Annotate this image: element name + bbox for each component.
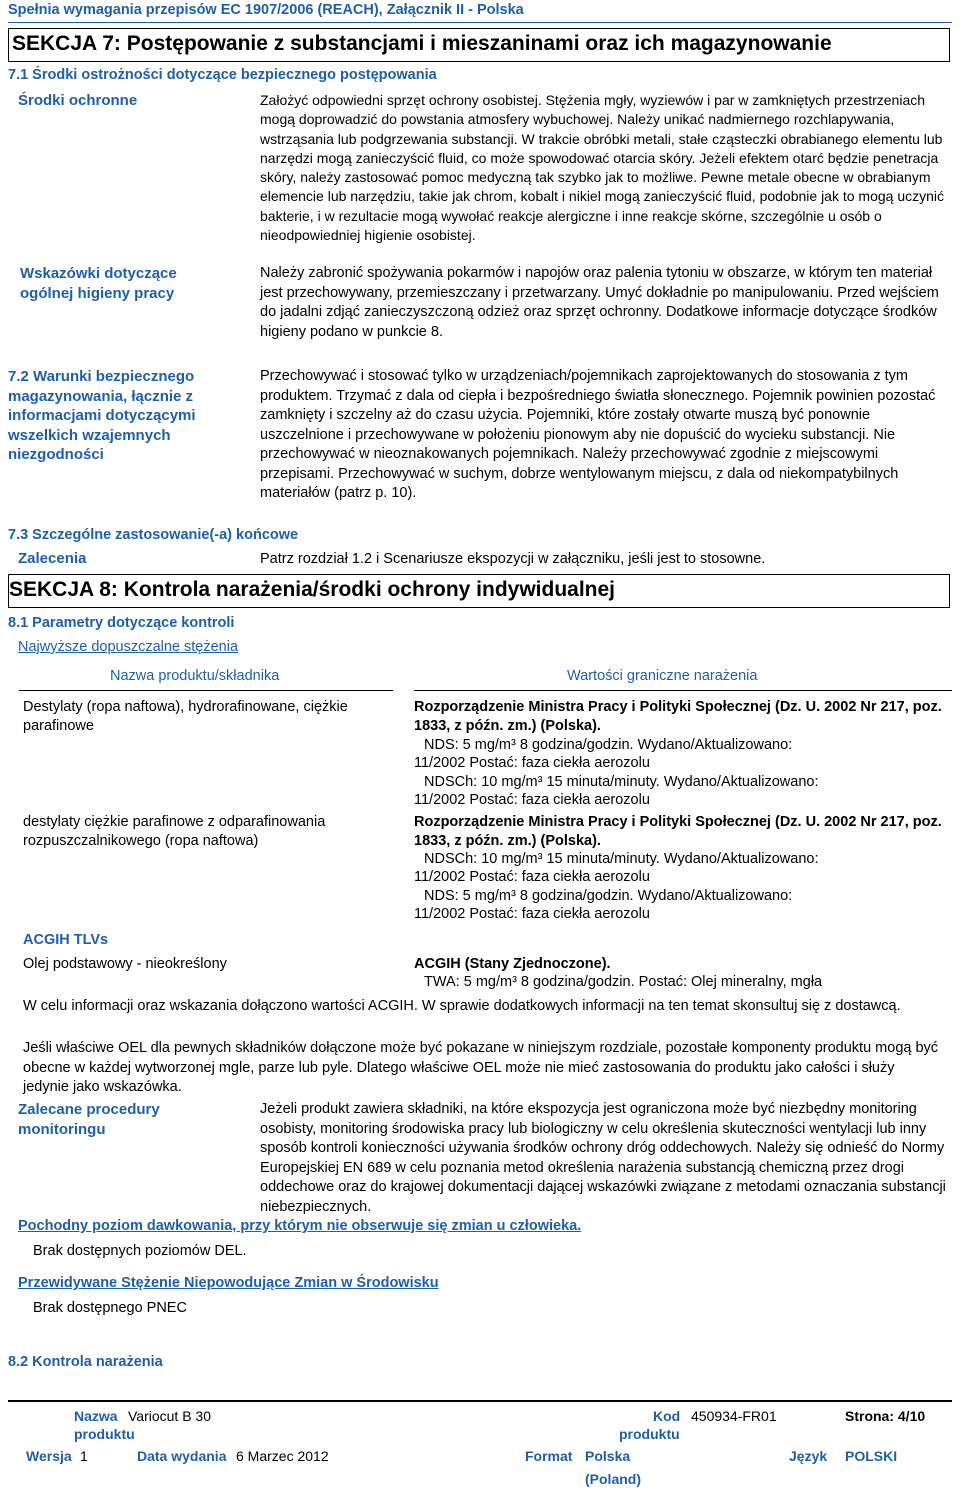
acgih-regulation: ACGIH (Stany Zjednoczone). [414, 956, 611, 972]
footer-page: Strona: 4/10 [845, 1408, 926, 1424]
footer-format-value: Polska [585, 1448, 631, 1464]
footer-product-code: 450934-FR01 [691, 1408, 777, 1424]
hygiene-label: Wskazówki dotyczące ogólnej higieny pracy [20, 265, 177, 302]
table-row-2-limit-1-form: 11/2002 Postać: faza ciekła aerozolu [414, 869, 650, 885]
footer-code-label-2: produktu [619, 1426, 680, 1442]
footer-name-label-2: produktu [74, 1426, 135, 1442]
table-row-1-limit-1: NDS: 5 mg/m³ 8 godzina/godzin. Wydano/Aktualizowano: [424, 737, 793, 753]
protective-text: Założyć odpowiedni sprzęt ochrony osobistej. Stężenia mgły, wyziewów i par w zamkniętych przestrzeniach mogą doprowadzić do powstania atmosfery wybuchowej. Należy unikać nadmiernego rozchlapywania, wstrząsania lub podgrzewania substancji. W trakcie obróbki metali, stałe cząsteczki obrabianego elementu lub narzędzi mogą zanieczyścić fluid, co może spowodować otarcia skóry. Jeżeli efektem otarć będzie penetracja skóry, należy zastosować pomoc medyczną tak szybko jak to możliwe. Pewne metale obecne w obrabianym elemencie lub narzędziu, takie jak chrom, kobalt i nikiel mogą zanieczyścić fluid, podobnie jak to mogą uczynić bakterie, i w rezultacie mogą wywołać reakcje alergiczne i inne reakcje skórne, szczególnie u osób o nieodpowiedniej higienie osobistej. [260, 92, 945, 244]
table-row-2-limit-1: NDSCh: 10 mg/m³ 15 minuta/minuty. Wydano/Aktualizowano: [424, 851, 819, 867]
monitor-label: Zalecane procedury monitoringu [18, 1101, 160, 1138]
s73-title: 7.3 Szczególne zastosowanie(-a) końcowe [8, 527, 299, 543]
s72-label: 7.2 Warunki bezpiecznego magazynowania, łącznie z informacjami dotyczącymi wszelkich wzajemnych niezgodności [8, 368, 196, 463]
footer-product-name: Variocut B 30 [128, 1408, 212, 1424]
table-col-limits: Wartości graniczne narażenia [567, 668, 758, 684]
acgih-name: Olej podstawowy - nieokreślony [23, 956, 227, 972]
table-row-2-regulation: Rozporządzenie Ministra Pracy i Polityki Społecznej (Dz. U. 2002 Nr 217, poz. 1833, z późn. zm.) (Polska). [414, 814, 942, 849]
table-header-rule-right [414, 690, 952, 691]
s81-title: 8.1 Parametry dotyczące kontroli [8, 615, 235, 631]
footer-divider [8, 1400, 952, 1402]
recommend-label: Zalecenia [18, 550, 87, 567]
monitor-text: Jeżeli produkt zawiera składniki, na które ekspozycja jest ograniczona może być niezbędny monitoring osobisty, monitoring środowiska pracy lub biologiczny w celu określenia skuteczności wentylacji lub inny sposób kontroli konieczności używania środków ochrony dróg oddechowych. Należy się odnieść do Normy Europejskiej EN 689 w celu poznania metod określenia narażenia substancją chemiczną przez drogi oddechowe oraz do krajowej dokumentacji dającej wskazówki związane z metodami oznaczania substancji niebezpiecznych. [260, 1101, 946, 1215]
table-row-1-name: Destylaty (ropa naftowa), hydrorafinowane, ciężkie parafinowe [23, 699, 348, 734]
s82-title: 8.2 Kontrola narażenia [8, 1354, 163, 1370]
footer-code-label: Kod [653, 1408, 681, 1424]
footer-language-value: POLSKI [845, 1448, 898, 1464]
table-row-2-limit-2-form: 11/2002 Postać: faza ciekła aerozolu [414, 906, 650, 922]
footer-format-label: Format [525, 1448, 573, 1464]
acgih-label: ACGIH TLVs [23, 932, 109, 948]
header-divider [8, 22, 952, 23]
recommend-text: Patrz rozdział 1.2 i Scenariusze ekspozycji w załączniku, jeśli jest to stosowne. [260, 551, 766, 567]
footer-name-label: Nazwa [74, 1408, 118, 1424]
table-row-2-name: destylaty ciężkie parafinowe z odparafinowania rozpuszczalnikowego (ropa naftowa) [23, 814, 326, 849]
section7-title-box [8, 28, 950, 62]
s71-title: 7.1 Środki ostrożności dotyczące bezpiecznego postępowania [8, 67, 437, 83]
table-row-1-limit-1-form: 11/2002 Postać: faza ciekła aerozolu [414, 755, 650, 771]
footer-version-value: 1 [80, 1448, 88, 1464]
section7-title: SEKCJA 7: Postępowanie z substancjami i mieszaninami oraz ich magazynowanie [12, 32, 832, 55]
footer-date-label: Data wydania [137, 1448, 227, 1464]
table-row-1-regulation: Rozporządzenie Ministra Pracy i Polityki Społecznej (Dz. U. 2002 Nr 217, poz. 1833, z późn. zm.) (Polska). [414, 699, 942, 734]
regulation-header: Spełnia wymagania przepisów EC 1907/2006 (REACH), Załącznik II - Polska [8, 2, 524, 18]
table-row-1-limit-2-form: 11/2002 Postać: faza ciekła aerozolu [414, 792, 650, 808]
oel-link[interactable]: Najwyższe dopuszczalne stężenia [18, 639, 239, 655]
footer-date-value: 6 Marzec 2012 [236, 1448, 329, 1464]
hygiene-text: Należy zabronić spożywania pokarmów i napojów oraz palenia tytoniu w obszarze, w którym ten materiał jest przechowywany, przemieszczany i przetwarzany. Umyć dokładnie po manipulowaniu. Przed wejściem do jadalni zdjąć zanieczyszczoną odzież oraz sprzęt ochronny. Dodatkowe informacje dotyczące środków higieny podano w punkcie 8. [260, 265, 939, 340]
del-link[interactable]: Pochodny poziom dawkowania, przy którym nie obserwuje się zmian u człowieka. [18, 1218, 582, 1234]
table-row-2-limit-2: NDS: 5 mg/m³ 8 godzina/godzin. Wydano/Aktualizowano: [424, 888, 793, 904]
footer-format-value-2: (Poland) [585, 1471, 641, 1487]
protective-label: Środki ochronne [18, 92, 138, 109]
footer-version-label: Wersja [26, 1448, 72, 1464]
pnec-text: Brak dostępnego PNEC [33, 1300, 187, 1316]
table-row-1-limit-2: NDSCh: 10 mg/m³ 15 minuta/minuty. Wydano/Aktualizowano: [424, 774, 819, 790]
pnec-link[interactable]: Przewidywane Stężenie Niepowodujące Zmian w Środowisku [18, 1275, 439, 1291]
oel-note: Jeśli właściwe OEL dla pewnych składników dołączone może być pokazane w niniejszym rozdziale, pozostałe komponenty produktu mogą być obecne w każdej wytworzonej mgle, parze lub pyle. Dlatego właściwe OEL może nie mieć zastosowania do produktu jako całości i służy jedynie jako wskazówka. [23, 1040, 939, 1095]
table-header-rule-left [19, 690, 393, 691]
del-text: Brak dostępnych poziomów DEL. [33, 1243, 247, 1259]
table-col-product: Nazwa produktu/składnika [110, 668, 280, 684]
s72-text: Przechowywać i stosować tylko w urządzeniach/pojemnikach zaprojektowanych do stosowania z tym produktem. Trzymać z dala od ciepła i bezpośredniego światła słonecznego. Pojemnik powinien pozostać zamknięty i szczelny aż do czasu użycia. Pojemniki, które zostały otwarte muszą być ponownie uszczelnione i przechowywane w położeniu pionowym aby nie dopuścić do wycieku substancji. Nie przechowywać w nieoznakowanych pojemnikach. Należy przechowywać zgodnie z miejscowymi przepisami. Przechowywać w suchym, dobrze wentylowanym miejscu, z dala od niekompatybilnych materiałów (patrz p. 10). [260, 368, 936, 501]
acgih-value: TWA: 5 mg/m³ 8 godzina/godzin. Postać: Olej mineralny, mgła [424, 974, 823, 990]
section8-title-box [8, 574, 950, 608]
footer-language-label: Język [789, 1448, 828, 1464]
acgih-note: W celu informacji oraz wskazania dołączono wartości ACGIH. W sprawie dodatkowych informacji na ten temat skonsultuj się z dostawcą. [23, 998, 901, 1014]
section8-title: SEKCJA 8: Kontrola narażenia/środki ochrony indywidualnej [9, 578, 616, 601]
